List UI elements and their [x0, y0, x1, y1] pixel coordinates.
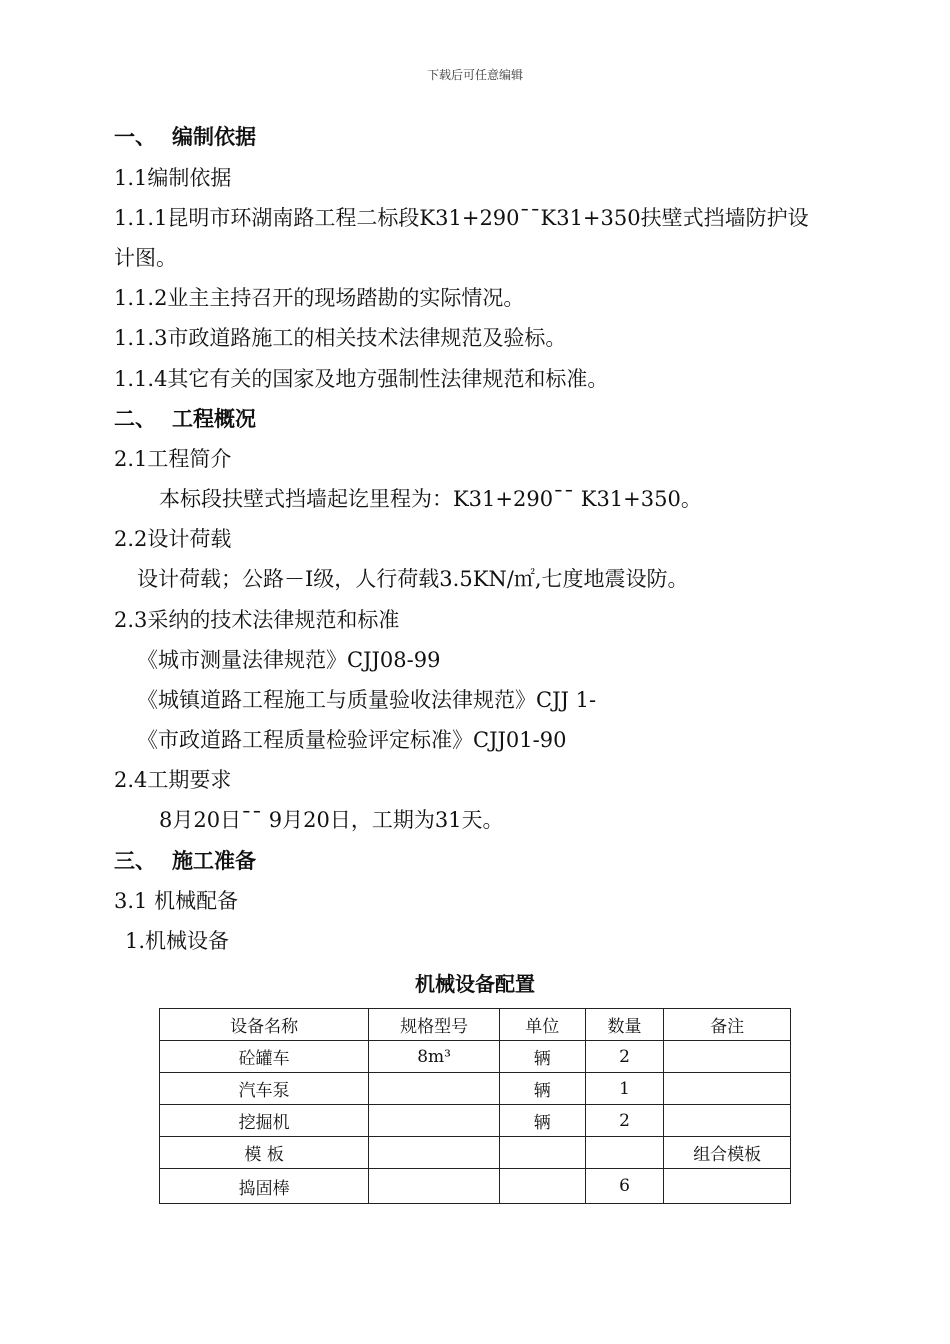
- column-header: 规格型号: [369, 1009, 500, 1041]
- item-1-1-3: 1.1.3市政道路施工的相关技术法律规范及验标。: [114, 326, 567, 350]
- section-number: 二、: [114, 407, 156, 431]
- table-cell: [664, 1041, 791, 1073]
- table-cell: 辆: [499, 1073, 585, 1105]
- table-cell: 6: [585, 1169, 664, 1204]
- table-cell: [369, 1105, 500, 1137]
- equipment-table: [159, 1008, 791, 1204]
- section-title: 编制依据: [172, 125, 256, 149]
- item-1-1-1: 1.1.1昆明市环湖南路工程二标段K31+290¯¯K31+350扶壁式挡墙防护设: [114, 206, 809, 230]
- table-cell: 2: [585, 1105, 664, 1137]
- table-cell: [499, 1169, 585, 1204]
- section-number: 三、: [114, 849, 156, 873]
- table-cell: 8m³: [369, 1041, 500, 1073]
- table-cell: [369, 1137, 500, 1169]
- section-title: 工程概况: [172, 407, 256, 431]
- section-number: 一、: [114, 125, 156, 149]
- standard-item: 《城镇道路工程施工与质量验收法律规范》CJJ 1-: [137, 688, 597, 712]
- section-title: 施工准备: [172, 849, 256, 873]
- table-cell: [369, 1073, 500, 1105]
- table-cell: 辆: [499, 1105, 585, 1137]
- table-row: [160, 1073, 791, 1105]
- column-header: 数量: [585, 1009, 664, 1041]
- column-header: 设备名称: [160, 1009, 369, 1041]
- section-heading-2: [114, 405, 256, 433]
- table-cell: [499, 1137, 585, 1169]
- table-cell: 模 板: [160, 1137, 369, 1169]
- table-cell: 1: [585, 1073, 664, 1105]
- table-cell: 组合模板: [664, 1137, 791, 1169]
- subsection-3-1: 3.1 机械配备: [114, 889, 239, 913]
- item-1-1-2: 1.1.2业主主持召开的现场踏勘的实际情况。: [114, 286, 525, 310]
- subsection-2-3: 2.3采纳的技术法律规范和标准: [114, 608, 400, 632]
- column-header: 单位: [499, 1009, 585, 1041]
- paragraph-2-4: 8月20日¯¯ 9月20日，工期为31天。: [159, 808, 504, 832]
- table-row: [160, 1137, 791, 1169]
- table-cell: 砼罐车: [160, 1041, 369, 1073]
- table-cell: [664, 1105, 791, 1137]
- column-header: 备注: [664, 1009, 791, 1041]
- section-heading-3: [114, 847, 256, 875]
- table-cell: [585, 1137, 664, 1169]
- table-cell: 辆: [499, 1041, 585, 1073]
- item-3-1-1: 1.机械设备: [125, 929, 230, 953]
- table-row: [160, 1041, 791, 1073]
- paragraph-2-2: 设计荷载；公路－I级，人行荷载3.5KN/㎡,七度地震设防。: [137, 567, 689, 591]
- table-row: [160, 1105, 791, 1137]
- table-title: 机械设备配置: [415, 972, 535, 996]
- table-cell: [664, 1073, 791, 1105]
- subsection-2-2: 2.2设计荷载: [114, 527, 232, 551]
- table-header-row: [160, 1009, 791, 1041]
- item-1-1-4: 1.1.4其它有关的国家及地方强制性法律规范和标准。: [114, 367, 609, 391]
- section-heading-1: [114, 123, 256, 151]
- standard-item: 《市政道路工程质量检验评定标准》CJJ01-90: [137, 728, 567, 752]
- subsection-1-1: 1.1编制依据: [114, 166, 232, 190]
- subsection-2-4: 2.4工期要求: [114, 768, 232, 792]
- table-cell: 挖掘机: [160, 1105, 369, 1137]
- table-cell: [369, 1169, 500, 1204]
- table-row: [160, 1169, 791, 1204]
- page-header: 下载后可任意编辑: [426, 68, 523, 82]
- paragraph-2-1: 本标段扶壁式挡墙起讫里程为：K31+290¯¯ K31+350。: [159, 487, 702, 511]
- table-cell: 2: [585, 1041, 664, 1073]
- item-1-1-1-continued: 计图。: [114, 246, 177, 270]
- table-cell: [664, 1169, 791, 1204]
- table-cell: 汽车泵: [160, 1073, 369, 1105]
- standard-item: 《城市测量法律规范》CJJ08-99: [137, 648, 441, 672]
- subsection-2-1: 2.1工程简介: [114, 447, 232, 471]
- table-cell: 捣固棒: [160, 1169, 369, 1204]
